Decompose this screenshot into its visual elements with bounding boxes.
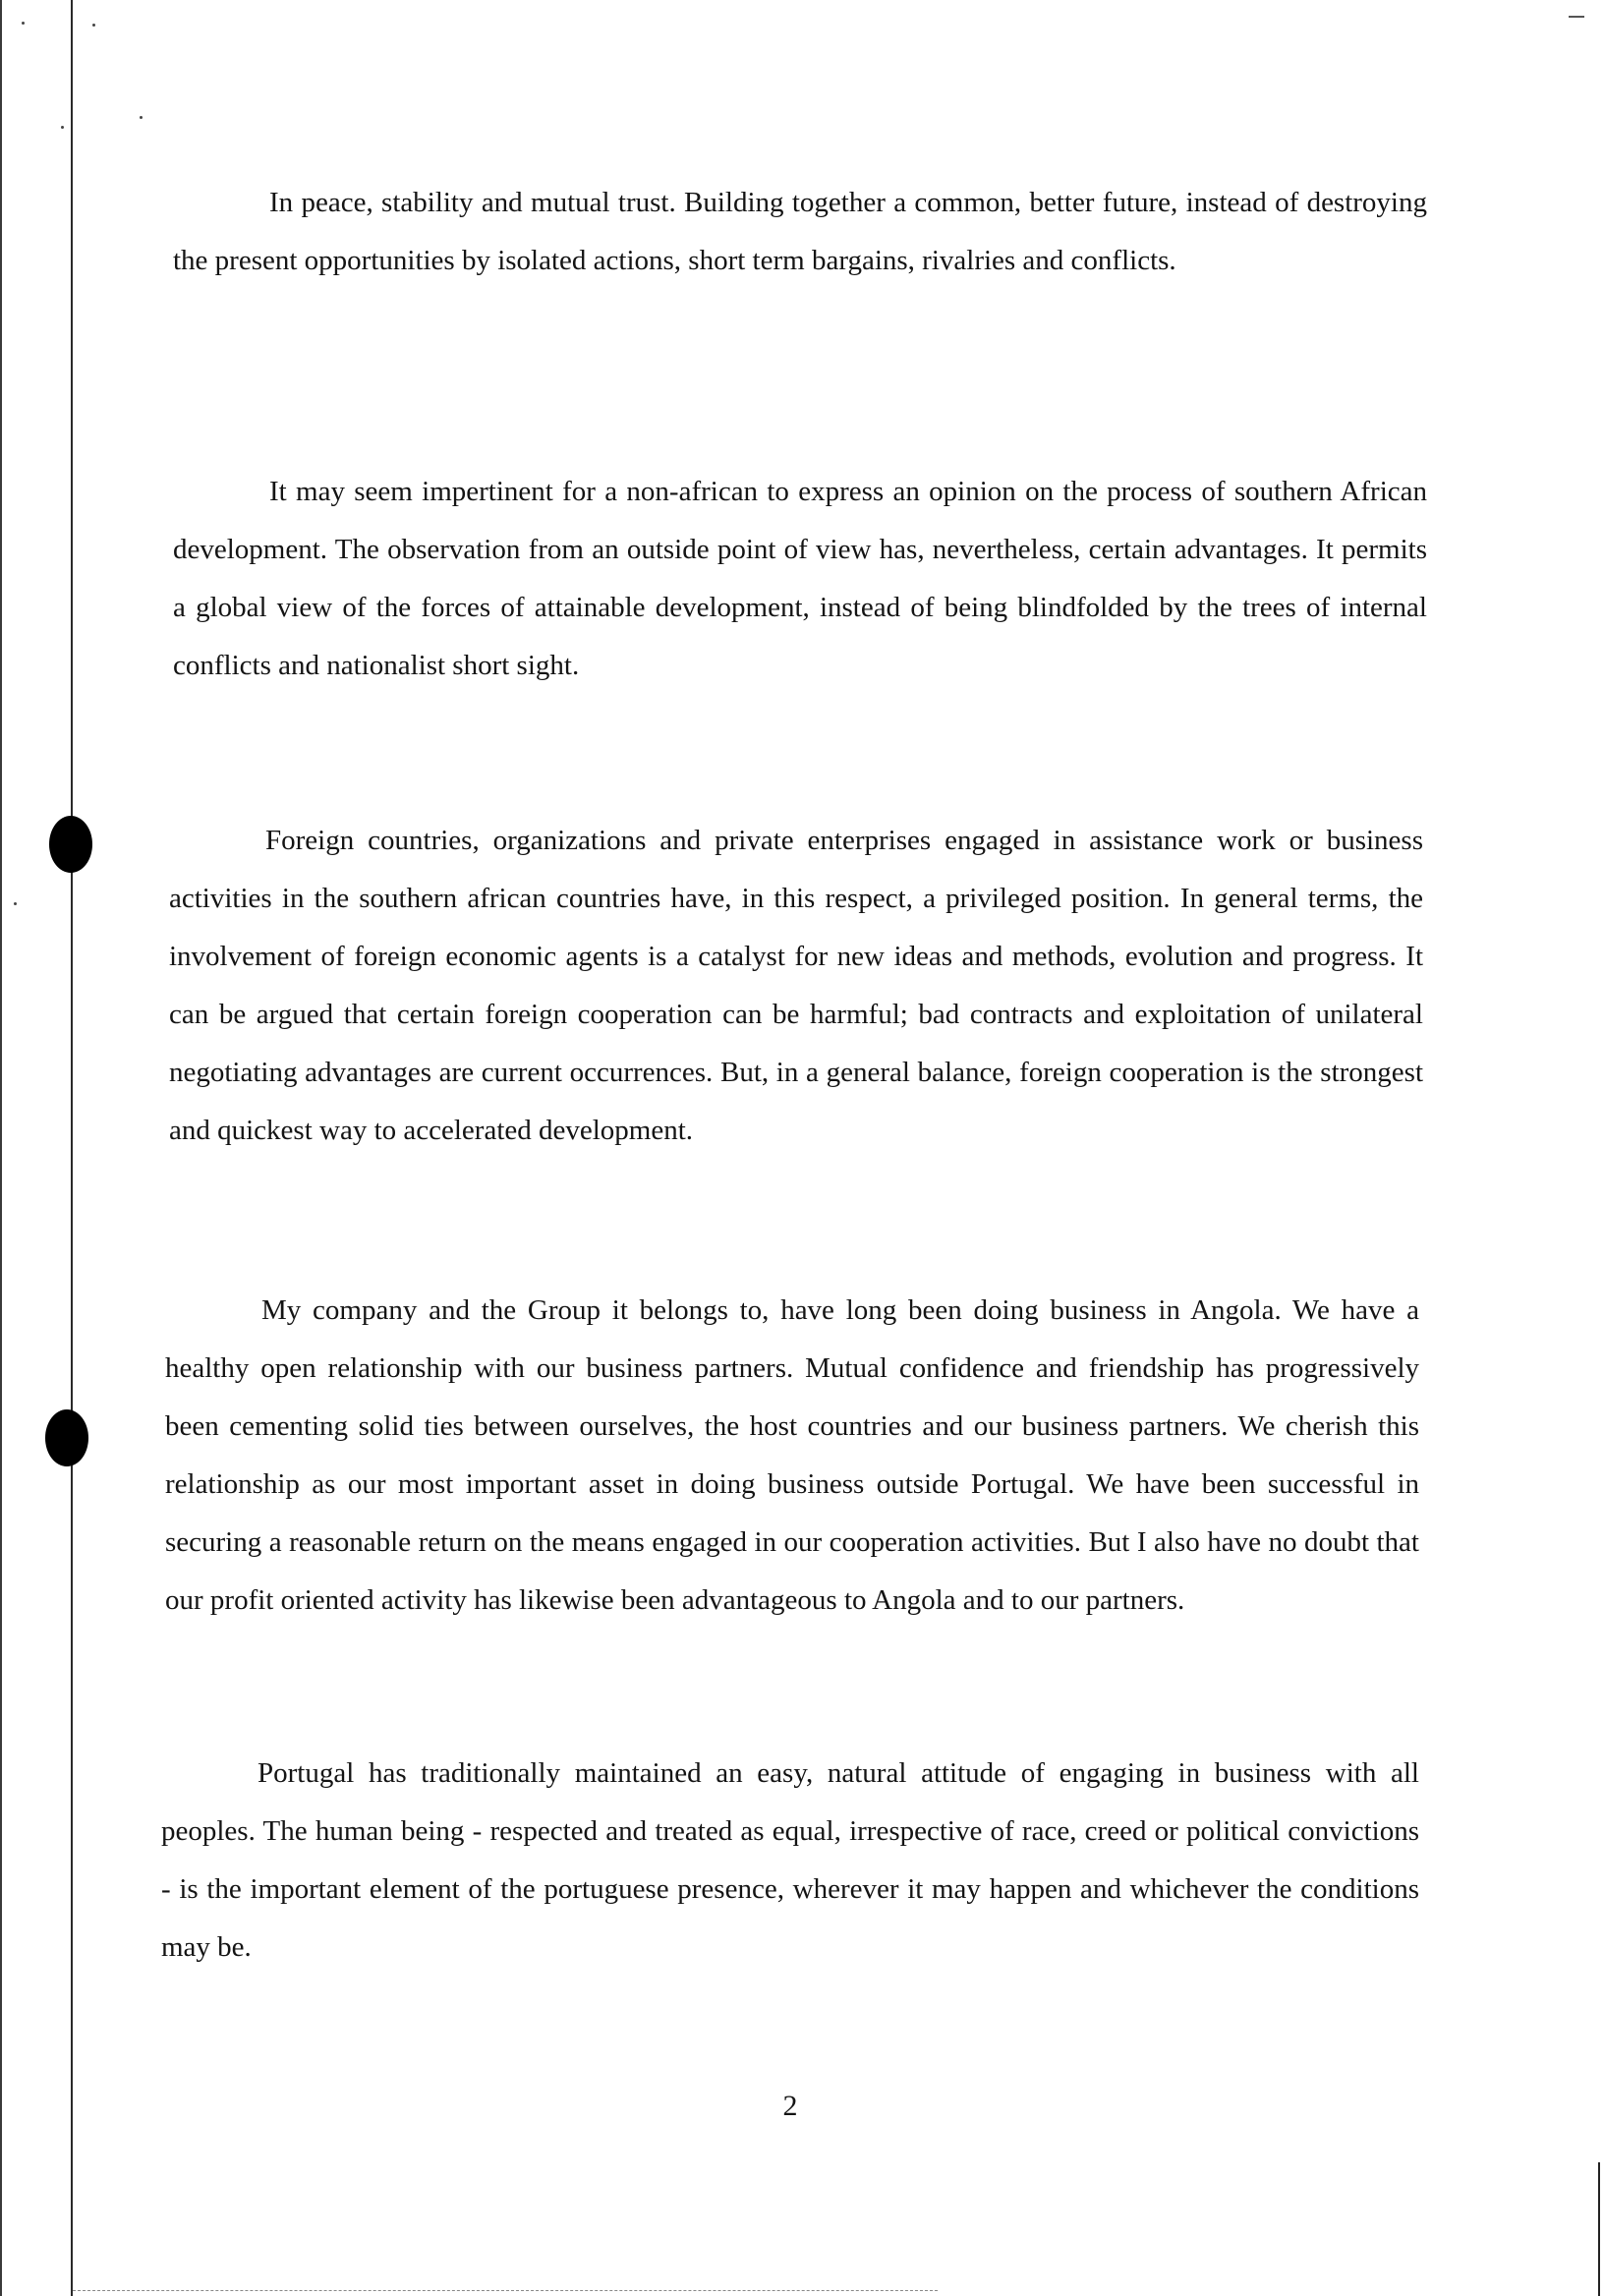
scan-speck [92,24,95,27]
scan-edge-line [0,0,2,2296]
scan-speck [61,126,64,129]
scan-right-line [1598,2162,1600,2296]
paragraph-2 [173,463,1427,695]
paragraph-text: In peace, stability and mutual trust. Building together a common, better future, instead of destroying the present opportunities by isolated actions, short term bargains, rivalries and conflicts. [173,187,1427,276]
scan-bottom-line [73,2290,938,2292]
page-number: 2 [782,2090,798,2122]
paragraph-3 [169,812,1423,1160]
scan-speck [14,902,17,905]
paragraph-5 [161,1745,1419,1977]
scan-speck [140,116,143,119]
scan-margin-line [71,0,73,2296]
paragraph-4 [165,1282,1419,1630]
paragraph-text: My company and the Group it belongs to, have long been doing business in Angola. We have a healthy open relationship with our business partners. Mutual confidence and friendship has progressively been cementing solid ties between ourselves, the host countries and our business partners. We cherish this relationship as our most important asset in doing business outside Portugal. We have been successful in securing a reasonable return on the means engaged in our cooperation activities. But I also have no doubt that our profit oriented activity has likewise been advantageous to Angola and to our partners. [165,1294,1419,1616]
paragraph-text: Foreign countries, organizations and private enterprises engaged in assistance work or business activities in the southern african countries have, in this respect, a privileged position. In general terms, the involvement of foreign economic agents is a catalyst for new ideas and methods, evolution and progress. It can be argued that certain foreign cooperation can be harmful; bad contracts and exploitation of unilateral negotiating advantages are current occurrences. But, in a general balance, foreign cooperation is the strongest and quickest way to accelerated development. [169,825,1423,1146]
punch-hole-upper [49,816,92,873]
scan-mark [1569,16,1584,18]
paragraph-text: It may seem impertinent for a non-african to express an opinion on the process of southern African development. The observation from an outside point of view has, nevertheless, certain advantages. It permits a global view of the forces of attainable development, instead of being blindfolded by the trees of internal conflicts and nationalist short sight. [173,476,1427,681]
paragraph-1 [173,174,1427,290]
punch-hole-lower [45,1409,88,1466]
scan-speck [22,22,25,25]
paragraph-text: Portugal has traditionally maintained an easy, natural attitude of engaging in business with all peoples. The human being - respected and treated as equal, irrespective of race, creed or political convictions - is the important element of the portuguese presence, wherever it may happen and whichever the conditions may be. [161,1757,1419,1963]
